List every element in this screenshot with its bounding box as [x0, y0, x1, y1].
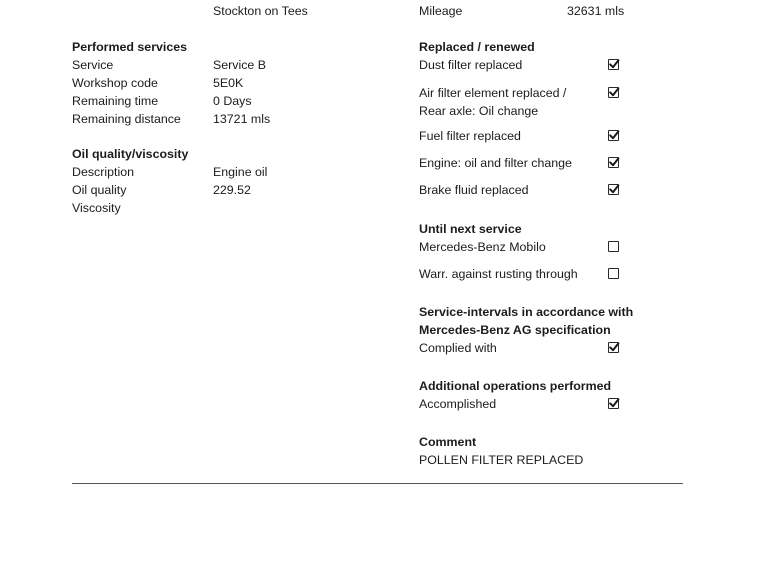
- service-value: Service B: [213, 58, 267, 72]
- performed-services-heading: Performed services: [72, 40, 188, 54]
- engine-oil-change-checkbox[interactable]: [608, 157, 619, 168]
- air-filter-checkbox[interactable]: [608, 87, 619, 98]
- until-next-service-heading: Until next service: [419, 222, 522, 236]
- location-value: Stockton on Tees: [213, 4, 308, 18]
- fuel-filter-label: Fuel filter replaced: [419, 129, 521, 143]
- checkmark-icon: [608, 86, 620, 98]
- service-label: Service: [72, 58, 114, 72]
- oil-description-value: Engine oil: [213, 165, 268, 179]
- air-filter-label: Air filter element replaced /: [419, 86, 567, 100]
- oil-description-label: Description: [72, 165, 134, 179]
- checkmark-icon: [608, 183, 620, 195]
- engine-oil-change-label: Engine: oil and filter change: [419, 156, 572, 170]
- accomplished-label: Accomplished: [419, 397, 497, 411]
- checkmark-icon: [608, 341, 620, 353]
- checkmark-icon: [608, 397, 620, 409]
- bottom-divider: [72, 483, 683, 484]
- remaining-time-value: 0 Days: [213, 94, 252, 108]
- remaining-time-label: Remaining time: [72, 94, 159, 108]
- brake-fluid-label: Brake fluid replaced: [419, 183, 529, 197]
- mileage-label: Mileage: [419, 4, 463, 18]
- checkmark-icon: [608, 156, 620, 168]
- oil-quality-heading: Oil quality/viscosity: [72, 147, 189, 161]
- comment-heading: Comment: [419, 435, 477, 449]
- remaining-distance-value: 13721 mls: [213, 112, 271, 126]
- remaining-distance-label: Remaining distance: [72, 112, 181, 126]
- mobilo-label: Mercedes-Benz Mobilo: [419, 240, 546, 254]
- mileage-value: 32631 mls: [567, 4, 625, 18]
- dust-filter-label: Dust filter replaced: [419, 58, 523, 72]
- viscosity-label: Viscosity: [72, 201, 121, 215]
- rusting-warranty-checkbox[interactable]: [608, 268, 619, 279]
- accomplished-checkbox[interactable]: [608, 398, 619, 409]
- oil-quality-value: 229.52: [213, 183, 251, 197]
- comment-text: POLLEN FILTER REPLACED: [419, 453, 584, 467]
- workshop-code-label: Workshop code: [72, 76, 158, 90]
- dust-filter-checkbox[interactable]: [608, 59, 619, 70]
- fuel-filter-checkbox[interactable]: [608, 130, 619, 141]
- brake-fluid-checkbox[interactable]: [608, 184, 619, 195]
- rear-axle-label: Rear axle: Oil change: [419, 104, 539, 118]
- checkmark-icon: [608, 129, 620, 141]
- mobilo-checkbox[interactable]: [608, 241, 619, 252]
- service-intervals-heading-line1: Service-intervals in accordance with: [419, 305, 634, 319]
- additional-operations-heading: Additional operations performed: [419, 379, 612, 393]
- service-intervals-heading-line2: Mercedes-Benz AG specification: [419, 323, 611, 337]
- rusting-warranty-label: Warr. against rusting through: [419, 267, 578, 281]
- oil-quality-label: Oil quality: [72, 183, 127, 197]
- complied-with-label: Complied with: [419, 341, 497, 355]
- complied-with-checkbox[interactable]: [608, 342, 619, 353]
- replaced-heading: Replaced / renewed: [419, 40, 535, 54]
- workshop-code-value: 5E0K: [213, 76, 244, 90]
- checkmark-icon: [608, 58, 620, 70]
